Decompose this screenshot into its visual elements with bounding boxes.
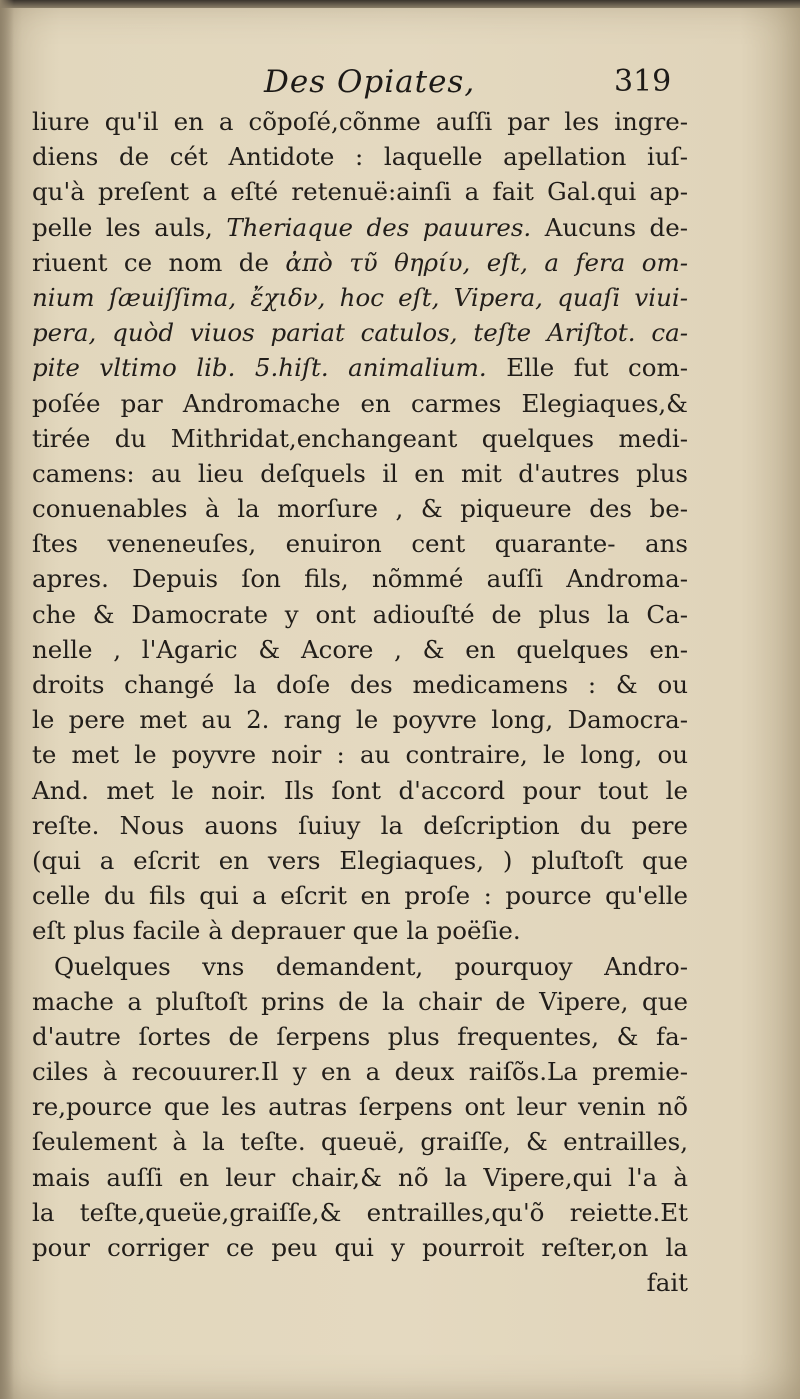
running-title: Des Opiates,: [264, 64, 476, 100]
text-line: [32, 104, 688, 139]
roman-text: (qui a eſcrit en vers Elegiaques, ) pluſtoſt que: [32, 845, 688, 875]
roman-text: tirée du Mithridat,enchangeant quelques medi-: [32, 423, 688, 453]
text-line: [32, 1195, 688, 1230]
text-line: [32, 808, 688, 843]
text-line: [32, 456, 688, 491]
roman-text: te met le poyvre noir : au contraire, le long, ou: [32, 740, 688, 770]
roman-text: Elle fut com-: [486, 353, 688, 383]
text-line: [32, 139, 688, 174]
text-line: [32, 1160, 688, 1195]
text-line: [32, 1054, 688, 1089]
roman-text: pour corriger ce peu qui y pourroit reſter,on la: [32, 1233, 688, 1262]
text-line: [32, 526, 688, 561]
text-line: [32, 702, 688, 737]
roman-text: mais auſſi en leur chair,& nõ la Vipere,qui l'a à: [32, 1162, 688, 1192]
page-number: 319: [614, 64, 672, 99]
text-line: [32, 280, 688, 315]
text-line: [32, 210, 688, 245]
roman-text: riuent ce nom de: [32, 247, 286, 277]
text-line: [32, 1265, 688, 1300]
page-top-edge: [0, 0, 800, 8]
roman-text: d'autre ſortes de ſerpens plus frequentes, & fa-: [32, 1021, 688, 1051]
roman-text: And. met le noir. Ils ſont d'accord pour tout le: [32, 775, 688, 805]
roman-text: celle du fils qui a eſcrit en proſe : pource qu'elle: [32, 881, 688, 911]
text-line: [32, 913, 688, 948]
roman-text: Aucuns de-: [531, 212, 688, 242]
text-line: [32, 1230, 688, 1265]
roman-text: reſte. Nous auons ſuiuy la deſcription du pere: [32, 810, 688, 840]
text-line: [32, 1019, 688, 1054]
italic-text: ἀπὸ τῦ θηρίυ, eſt, a fera om-: [285, 247, 688, 277]
roman-text: ciles à recouurer.Il y en a deux raiſõs.La premie-: [32, 1057, 688, 1087]
text-line: [32, 667, 688, 702]
roman-text: nelle , l'Agaric & Acore , & en quelques en-: [32, 634, 688, 664]
text-line: [32, 632, 688, 667]
text-line: [32, 597, 688, 632]
text-line: [32, 878, 688, 913]
roman-text: le pere met au 2. rang le poyvre long, Damocra-: [32, 705, 688, 735]
text-line: [32, 386, 688, 421]
text-line: [32, 737, 688, 772]
text-line: [32, 421, 688, 456]
roman-text: apres. Depuis ſon fils, nõmmé auſſi Androma-: [32, 564, 688, 594]
roman-text: eſt plus facile à deprauer que la poëſie.: [32, 916, 521, 946]
roman-text: Quelques vns demandent, pourquoy Andro-: [54, 951, 688, 981]
text-line: [32, 1089, 688, 1124]
page-header: [32, 64, 682, 104]
roman-text: qu'à preſent a eſté retenuë:ainſi a fait Gal.qui ap-: [32, 177, 688, 207]
text-line: [32, 350, 688, 385]
roman-text: poſée par Andromache en carmes Elegiaques,&: [32, 388, 688, 418]
italic-text: pite vltimo lib. 5.hiſt. animalium.: [32, 353, 487, 383]
text-line: [32, 174, 688, 209]
italic-text: nium ſæuiſſima, ἔχιδν, hoc eſt, Vipera, quaſi viui-: [32, 282, 688, 312]
roman-text: la teſte,queüe,graiſſe,& entrailles,qu'õ reiette.Et: [32, 1197, 688, 1227]
page-gutter: [0, 0, 14, 1399]
roman-text: mache a pluſtoſt prins de la chair de Vipere, que: [32, 986, 688, 1016]
text-line: [32, 245, 688, 280]
roman-text: conuenables à la morſure , & piqueure des be-: [32, 494, 688, 524]
body-text: [32, 104, 688, 1300]
text-line: [32, 773, 688, 808]
text-line: [32, 491, 688, 526]
roman-text: droits changé la doſe des medicamens : & ou: [32, 670, 688, 699]
roman-text: ſtes veneneuſes, enuiron cent quarante- ans: [32, 529, 688, 559]
text-line: [32, 315, 688, 350]
roman-text: camens: au lieu deſquels il en mit d'autres plus: [32, 458, 688, 488]
text-line: [32, 984, 688, 1019]
text-line: [32, 949, 688, 984]
text-line: [32, 1124, 688, 1159]
roman-text: fait: [646, 1268, 688, 1298]
roman-text: pelle les auls,: [32, 212, 227, 242]
roman-text: re,pource que les autras ſerpens ont leur venin nõ: [32, 1092, 688, 1122]
text-line: [32, 843, 688, 878]
italic-text: pera, quòd viuos pariat catulos, teſte Ariſtot. ca-: [32, 318, 688, 348]
italic-text: Theriaque des pauures.: [226, 212, 532, 242]
roman-text: diens de cét Antidote : laquelle apellation iuſ-: [32, 142, 688, 172]
text-line: [32, 561, 688, 596]
roman-text: che & Damocrate y ont adiouſté de plus la Ca-: [32, 599, 688, 629]
roman-text: ſeulement à la teſte. queuë, graiſſe, & entrailles,: [32, 1127, 688, 1157]
roman-text: liure qu'il en a cõpoſé,cõnme auſſi par les ingre-: [32, 107, 688, 136]
